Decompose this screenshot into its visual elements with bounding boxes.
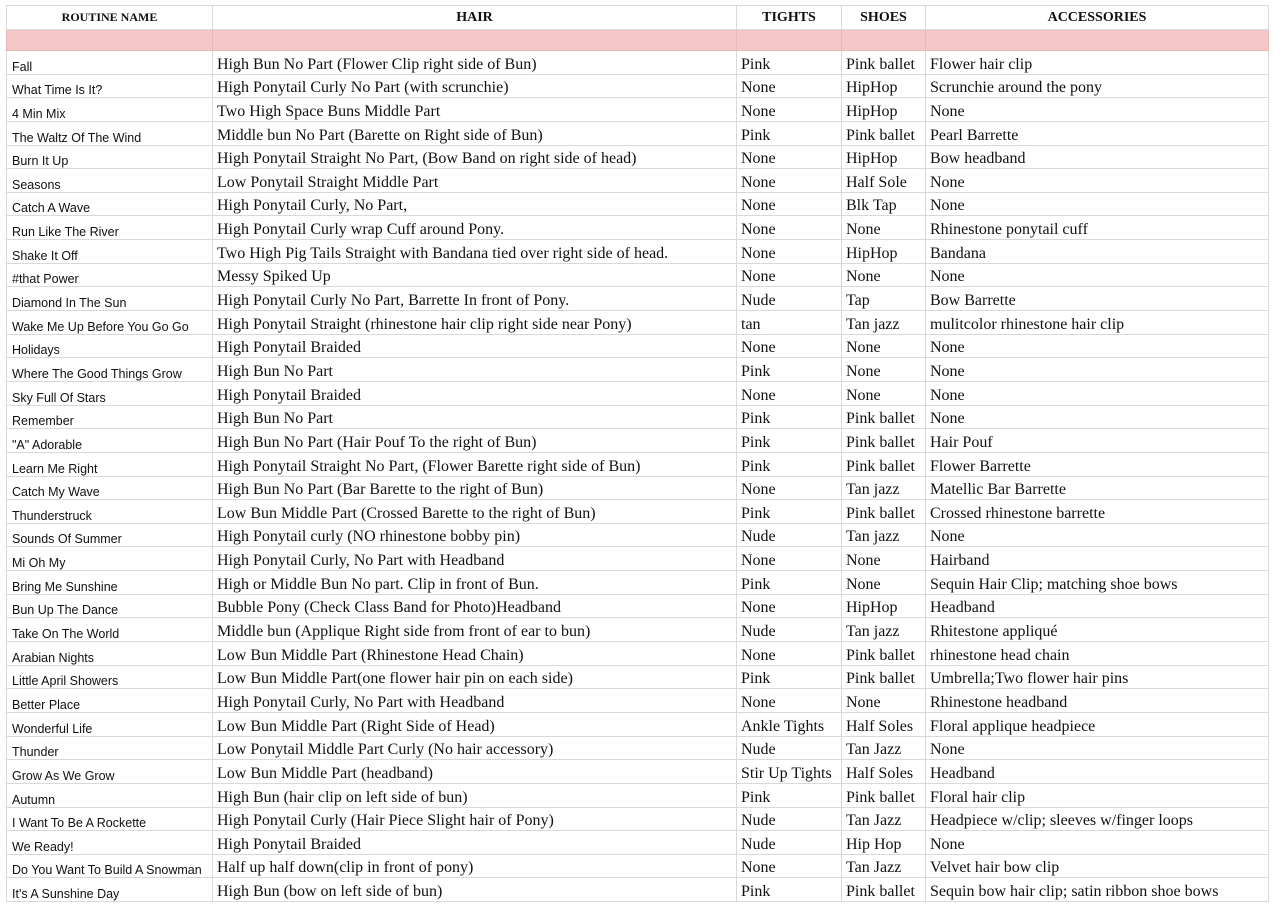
shoes-cell[interactable]: HipHop <box>842 98 926 122</box>
accessories-cell[interactable]: Matellic Bar Barrette <box>926 476 1269 500</box>
hair-cell[interactable]: High Ponytail Braided <box>213 381 737 405</box>
hair-cell[interactable]: Two High Space Buns Middle Part <box>213 98 737 122</box>
shoes-cell[interactable]: Pink ballet <box>842 121 926 145</box>
tights-cell[interactable]: None <box>737 854 842 878</box>
empty-cell[interactable] <box>842 30 926 51</box>
tights-cell[interactable]: Nude <box>737 831 842 855</box>
tights-cell[interactable]: Pink <box>737 878 842 902</box>
routine-spreadsheet <box>6 5 1269 902</box>
accessories-cell[interactable]: None <box>926 358 1269 382</box>
accessories-cell[interactable]: None <box>926 169 1269 193</box>
shoes-cell[interactable]: Blk Tap <box>842 192 926 216</box>
routine-name-cell[interactable]: 4 Min Mix <box>7 98 213 122</box>
tights-cell[interactable]: Pink <box>737 665 842 689</box>
header-row <box>7 6 1269 30</box>
hair-cell[interactable]: High Bun No Part <box>213 358 737 382</box>
routine-name-cell[interactable]: Burn It Up <box>7 145 213 169</box>
shoes-cell[interactable]: Half Soles <box>842 712 926 736</box>
table-row <box>7 807 1269 831</box>
routine-name-cell[interactable]: Bun Up The Dance <box>7 594 213 618</box>
tights-cell[interactable]: None <box>737 145 842 169</box>
hair-cell[interactable]: High Bun (bow on left side of bun) <box>213 878 737 902</box>
tights-cell[interactable]: Pink <box>737 121 842 145</box>
table-row <box>7 311 1269 335</box>
accessories-cell[interactable]: None <box>926 334 1269 358</box>
table-row <box>7 736 1269 760</box>
accessories-cell[interactable]: Hair Pouf <box>926 429 1269 453</box>
table-row <box>7 74 1269 98</box>
routine-name-cell[interactable]: Little April Showers <box>7 665 213 689</box>
empty-cell[interactable] <box>213 30 737 51</box>
tights-cell[interactable]: None <box>737 240 842 264</box>
hair-cell[interactable]: High Ponytail Braided <box>213 831 737 855</box>
routine-name-cell[interactable]: Arabian Nights <box>7 642 213 666</box>
tights-cell[interactable]: None <box>737 169 842 193</box>
hair-cell[interactable]: High or Middle Bun No part. Clip in front of Bun. <box>213 571 737 595</box>
accessories-cell[interactable]: None <box>926 192 1269 216</box>
hair-cell[interactable]: High Ponytail Curly No Part (with scrunchie) <box>213 74 737 98</box>
tights-cell[interactable]: Pink <box>737 51 842 75</box>
shoes-cell[interactable]: Tan Jazz <box>842 807 926 831</box>
shoes-cell[interactable]: HipHop <box>842 240 926 264</box>
tights-cell[interactable]: None <box>737 381 842 405</box>
hair-cell[interactable]: High Bun No Part (Hair Pouf To the right of Bun) <box>213 429 737 453</box>
accessories-cell[interactable]: Pearl Barrette <box>926 121 1269 145</box>
accessories-cell[interactable]: Floral hair clip <box>926 783 1269 807</box>
accessories-cell[interactable]: None <box>926 405 1269 429</box>
accessories-cell[interactable]: Rhinestone headband <box>926 689 1269 713</box>
hair-cell[interactable]: High Ponytail Straight No Part, (Flower Barette right side of Bun) <box>213 452 737 476</box>
table-row <box>7 854 1269 878</box>
tights-cell[interactable]: None <box>737 74 842 98</box>
routine-name-cell[interactable]: Shake It Off <box>7 240 213 264</box>
hair-cell[interactable]: High Ponytail Straight No Part, (Bow Band on right side of head) <box>213 145 737 169</box>
table-row <box>7 405 1269 429</box>
table-row <box>7 358 1269 382</box>
table-row <box>7 429 1269 453</box>
accessories-cell[interactable]: Crossed rhinestone barrette <box>926 500 1269 524</box>
tights-cell[interactable]: None <box>737 547 842 571</box>
hair-cell[interactable]: Half up half down(clip in front of pony) <box>213 854 737 878</box>
hair-cell[interactable]: High Ponytail Curly, No Part, <box>213 192 737 216</box>
empty-cell[interactable] <box>737 30 842 51</box>
routine-name-cell[interactable]: Learn Me Right <box>7 452 213 476</box>
table-row <box>7 145 1269 169</box>
shoes-cell[interactable]: HipHop <box>842 594 926 618</box>
tights-cell[interactable]: None <box>737 98 842 122</box>
accessories-cell[interactable]: None <box>926 98 1269 122</box>
accessories-cell[interactable]: Rhinestone ponytail cuff <box>926 216 1269 240</box>
routine-name-cell[interactable]: "A" Adorable <box>7 429 213 453</box>
routine-name-cell[interactable]: Mi Oh My <box>7 547 213 571</box>
hair-cell[interactable]: Low Bun Middle Part (Crossed Barette to the right of Bun) <box>213 500 737 524</box>
table-row <box>7 760 1269 784</box>
table-row <box>7 452 1269 476</box>
hair-cell[interactable]: Low Bun Middle Part (Right Side of Head) <box>213 712 737 736</box>
accessories-cell[interactable]: Flower hair clip <box>926 51 1269 75</box>
routine-name-cell[interactable]: Autumn <box>7 783 213 807</box>
routine-name-cell[interactable]: Remember <box>7 405 213 429</box>
hair-cell[interactable]: Low Bun Middle Part (headband) <box>213 760 737 784</box>
accessories-cell[interactable]: Floral applique headpiece <box>926 712 1269 736</box>
table-row <box>7 334 1269 358</box>
hair-cell[interactable]: High Ponytail Curly No Part, Barrette In front of Pony. <box>213 287 737 311</box>
tights-cell[interactable]: Pink <box>737 358 842 382</box>
shoes-cell[interactable]: HipHop <box>842 74 926 98</box>
tights-cell[interactable]: Ankle Tights <box>737 712 842 736</box>
table-row <box>7 51 1269 75</box>
accessories-cell[interactable]: Sequin Hair Clip; matching shoe bows <box>926 571 1269 595</box>
table-row <box>7 263 1269 287</box>
hair-cell[interactable]: High Ponytail Curly, No Part with Headband <box>213 689 737 713</box>
routine-name-cell[interactable]: Wake Me Up Before You Go Go <box>7 311 213 335</box>
hair-cell[interactable]: Middle bun (Applique Right side from front of ear to bun) <box>213 618 737 642</box>
routine-name-cell[interactable]: Diamond In The Sun <box>7 287 213 311</box>
routine-name-cell[interactable]: It's A Sunshine Day <box>7 878 213 902</box>
header-hair[interactable]: HAIR <box>213 6 737 30</box>
accessories-cell[interactable]: Velvet hair bow clip <box>926 854 1269 878</box>
accessories-cell[interactable]: Headband <box>926 760 1269 784</box>
tights-cell[interactable]: Nude <box>737 523 842 547</box>
routine-name-cell[interactable]: Better Place <box>7 689 213 713</box>
table-row <box>7 594 1269 618</box>
hair-cell[interactable]: High Bun (hair clip on left side of bun) <box>213 783 737 807</box>
shoes-cell[interactable]: Tan Jazz <box>842 736 926 760</box>
shoes-cell[interactable]: HipHop <box>842 145 926 169</box>
routine-name-cell[interactable]: Catch A Wave <box>7 192 213 216</box>
hair-cell[interactable]: High Ponytail Braided <box>213 334 737 358</box>
table-row <box>7 121 1269 145</box>
table-row <box>7 169 1269 193</box>
routine-name-cell[interactable]: Do You Want To Build A Snowman <box>7 854 213 878</box>
tights-cell[interactable]: Pink <box>737 571 842 595</box>
shoes-cell[interactable]: Pink ballet <box>842 783 926 807</box>
shoes-cell[interactable]: None <box>842 571 926 595</box>
table-row <box>7 192 1269 216</box>
tights-cell[interactable]: None <box>737 192 842 216</box>
shoes-cell[interactable]: Tap <box>842 287 926 311</box>
accessories-cell[interactable]: Flower Barrette <box>926 452 1269 476</box>
table-row <box>7 712 1269 736</box>
hair-cell[interactable]: High Ponytail curly (NO rhinestone bobby pin) <box>213 523 737 547</box>
accessories-cell[interactable]: Hairband <box>926 547 1269 571</box>
shoes-cell[interactable]: Pink ballet <box>842 405 926 429</box>
shoes-cell[interactable]: Pink ballet <box>842 500 926 524</box>
table-row <box>7 523 1269 547</box>
hair-cell[interactable]: Low Bun Middle Part (Rhinestone Head Chain) <box>213 642 737 666</box>
hair-cell[interactable]: High Bun No Part (Bar Barette to the right of Bun) <box>213 476 737 500</box>
hair-cell[interactable]: High Ponytail Curly, No Part with Headband <box>213 547 737 571</box>
accessories-cell[interactable]: Bandana <box>926 240 1269 264</box>
hair-cell[interactable]: Low Ponytail Middle Part Curly (No hair accessory) <box>213 736 737 760</box>
routine-name-cell[interactable]: Holidays <box>7 334 213 358</box>
accessories-cell[interactable]: mulitcolor rhinestone hair clip <box>926 311 1269 335</box>
routine-name-cell[interactable]: Fall <box>7 51 213 75</box>
table-row <box>7 240 1269 264</box>
table-row <box>7 642 1269 666</box>
routine-name-cell[interactable]: Take On The World <box>7 618 213 642</box>
shoes-cell[interactable]: None <box>842 547 926 571</box>
highlighted-empty-row <box>7 30 1269 51</box>
tights-cell[interactable]: None <box>737 594 842 618</box>
tights-cell[interactable]: Pink <box>737 452 842 476</box>
table-row <box>7 216 1269 240</box>
shoes-cell[interactable]: Pink ballet <box>842 452 926 476</box>
header-tights[interactable]: TIGHTS <box>737 6 842 30</box>
routine-name-cell[interactable]: Catch My Wave <box>7 476 213 500</box>
tights-cell[interactable]: tan <box>737 311 842 335</box>
tights-cell[interactable]: Pink <box>737 405 842 429</box>
routine-name-cell[interactable]: Thunderstruck <box>7 500 213 524</box>
routine-name-cell[interactable]: What Time Is It? <box>7 74 213 98</box>
shoes-cell[interactable]: Half Soles <box>842 760 926 784</box>
table-row <box>7 500 1269 524</box>
hair-cell[interactable]: Messy Spiked Up <box>213 263 737 287</box>
accessories-cell[interactable]: Bow headband <box>926 145 1269 169</box>
shoes-cell[interactable]: None <box>842 689 926 713</box>
routine-name-cell[interactable]: Bring Me Sunshine <box>7 571 213 595</box>
tights-cell[interactable]: Pink <box>737 429 842 453</box>
tights-cell[interactable]: Nude <box>737 287 842 311</box>
table-row <box>7 476 1269 500</box>
table-row <box>7 571 1269 595</box>
shoes-cell[interactable]: Half Sole <box>842 169 926 193</box>
empty-cell[interactable] <box>7 30 213 51</box>
hair-cell[interactable]: Low Ponytail Straight Middle Part <box>213 169 737 193</box>
table-row <box>7 783 1269 807</box>
table-row <box>7 831 1269 855</box>
routine-name-cell[interactable]: Wonderful Life <box>7 712 213 736</box>
shoes-cell[interactable]: None <box>842 381 926 405</box>
shoes-cell[interactable]: None <box>842 358 926 382</box>
accessories-cell[interactable]: Headband <box>926 594 1269 618</box>
tights-cell[interactable]: None <box>737 476 842 500</box>
shoes-cell[interactable]: Hip Hop <box>842 831 926 855</box>
hair-cell[interactable]: Middle bun No Part (Barette on Right side of Bun) <box>213 121 737 145</box>
tights-cell[interactable]: Nude <box>737 807 842 831</box>
shoes-cell[interactable]: Pink ballet <box>842 642 926 666</box>
accessories-cell[interactable]: Bow Barrette <box>926 287 1269 311</box>
shoes-cell[interactable]: None <box>842 263 926 287</box>
routine-name-cell[interactable]: Run Like The River <box>7 216 213 240</box>
table-row <box>7 98 1269 122</box>
routine-name-cell[interactable]: Grow As We Grow <box>7 760 213 784</box>
shoes-cell[interactable]: Tan jazz <box>842 311 926 335</box>
routine-name-cell[interactable]: Sky Full Of Stars <box>7 381 213 405</box>
hair-cell[interactable]: Bubble Pony (Check Class Band for Photo)Headband <box>213 594 737 618</box>
hair-cell[interactable]: High Bun No Part <box>213 405 737 429</box>
accessories-cell[interactable]: Umbrella;Two flower hair pins <box>926 665 1269 689</box>
hair-cell[interactable]: High Ponytail Curly (Hair Piece Slight hair of Pony) <box>213 807 737 831</box>
table-row <box>7 381 1269 405</box>
shoes-cell[interactable]: None <box>842 334 926 358</box>
accessories-cell[interactable]: Scrunchie around the pony <box>926 74 1269 98</box>
table-row <box>7 878 1269 902</box>
accessories-cell[interactable]: None <box>926 381 1269 405</box>
header-shoes[interactable]: SHOES <box>842 6 926 30</box>
tights-cell[interactable]: None <box>737 334 842 358</box>
tights-cell[interactable]: Stir Up Tights <box>737 760 842 784</box>
accessories-cell[interactable]: Rhitestone appliqué <box>926 618 1269 642</box>
table-row <box>7 665 1269 689</box>
shoes-cell[interactable]: Pink ballet <box>842 51 926 75</box>
accessories-cell[interactable]: Sequin bow hair clip; satin ribbon shoe bows <box>926 878 1269 902</box>
routine-name-cell[interactable]: The Waltz Of The Wind <box>7 121 213 145</box>
empty-cell[interactable] <box>926 30 1269 51</box>
header-routine-name[interactable]: ROUTINE NAME <box>7 6 213 30</box>
shoes-cell[interactable]: None <box>842 216 926 240</box>
routine-name-cell[interactable]: We Ready! <box>7 831 213 855</box>
tights-cell[interactable]: Nude <box>737 618 842 642</box>
routine-name-cell[interactable]: Where The Good Things Grow <box>7 358 213 382</box>
shoes-cell[interactable]: Tan jazz <box>842 523 926 547</box>
routine-name-cell[interactable]: I Want To Be A Rockette <box>7 807 213 831</box>
tights-cell[interactable]: Pink <box>737 500 842 524</box>
table-row <box>7 287 1269 311</box>
accessories-cell[interactable]: rhinestone head chain <box>926 642 1269 666</box>
hair-cell[interactable]: High Ponytail Curly wrap Cuff around Pony. <box>213 216 737 240</box>
table-row <box>7 618 1269 642</box>
hair-cell[interactable]: Two High Pig Tails Straight with Bandana tied over right side of head. <box>213 240 737 264</box>
shoes-cell[interactable]: Tan jazz <box>842 618 926 642</box>
accessories-cell[interactable]: None <box>926 523 1269 547</box>
hair-cell[interactable]: Low Bun Middle Part(one flower hair pin on each side) <box>213 665 737 689</box>
tights-cell[interactable]: None <box>737 263 842 287</box>
accessories-cell[interactable]: None <box>926 263 1269 287</box>
shoes-cell[interactable]: Pink ballet <box>842 429 926 453</box>
tights-cell[interactable]: None <box>737 216 842 240</box>
routine-name-cell[interactable]: Seasons <box>7 169 213 193</box>
hair-cell[interactable]: High Bun No Part (Flower Clip right side of Bun) <box>213 51 737 75</box>
routine-name-cell[interactable]: Sounds Of Summer <box>7 523 213 547</box>
shoes-cell[interactable]: Pink ballet <box>842 878 926 902</box>
table-row <box>7 547 1269 571</box>
header-accessories[interactable]: ACCESSORIES <box>926 6 1269 30</box>
tights-cell[interactable]: Pink <box>737 783 842 807</box>
routine-name-cell[interactable]: Thunder <box>7 736 213 760</box>
routine-name-cell[interactable]: #that Power <box>7 263 213 287</box>
shoes-cell[interactable]: Pink ballet <box>842 665 926 689</box>
shoes-cell[interactable]: Tan Jazz <box>842 854 926 878</box>
tights-cell[interactable]: None <box>737 642 842 666</box>
accessories-cell[interactable]: None <box>926 736 1269 760</box>
accessories-cell[interactable]: Headpiece w/clip; sleeves w/finger loops <box>926 807 1269 831</box>
tights-cell[interactable]: Nude <box>737 736 842 760</box>
hair-cell[interactable]: High Ponytail Straight (rhinestone hair clip right side near Pony) <box>213 311 737 335</box>
accessories-cell[interactable]: None <box>926 831 1269 855</box>
table-row <box>7 689 1269 713</box>
tights-cell[interactable]: None <box>737 689 842 713</box>
shoes-cell[interactable]: Tan jazz <box>842 476 926 500</box>
